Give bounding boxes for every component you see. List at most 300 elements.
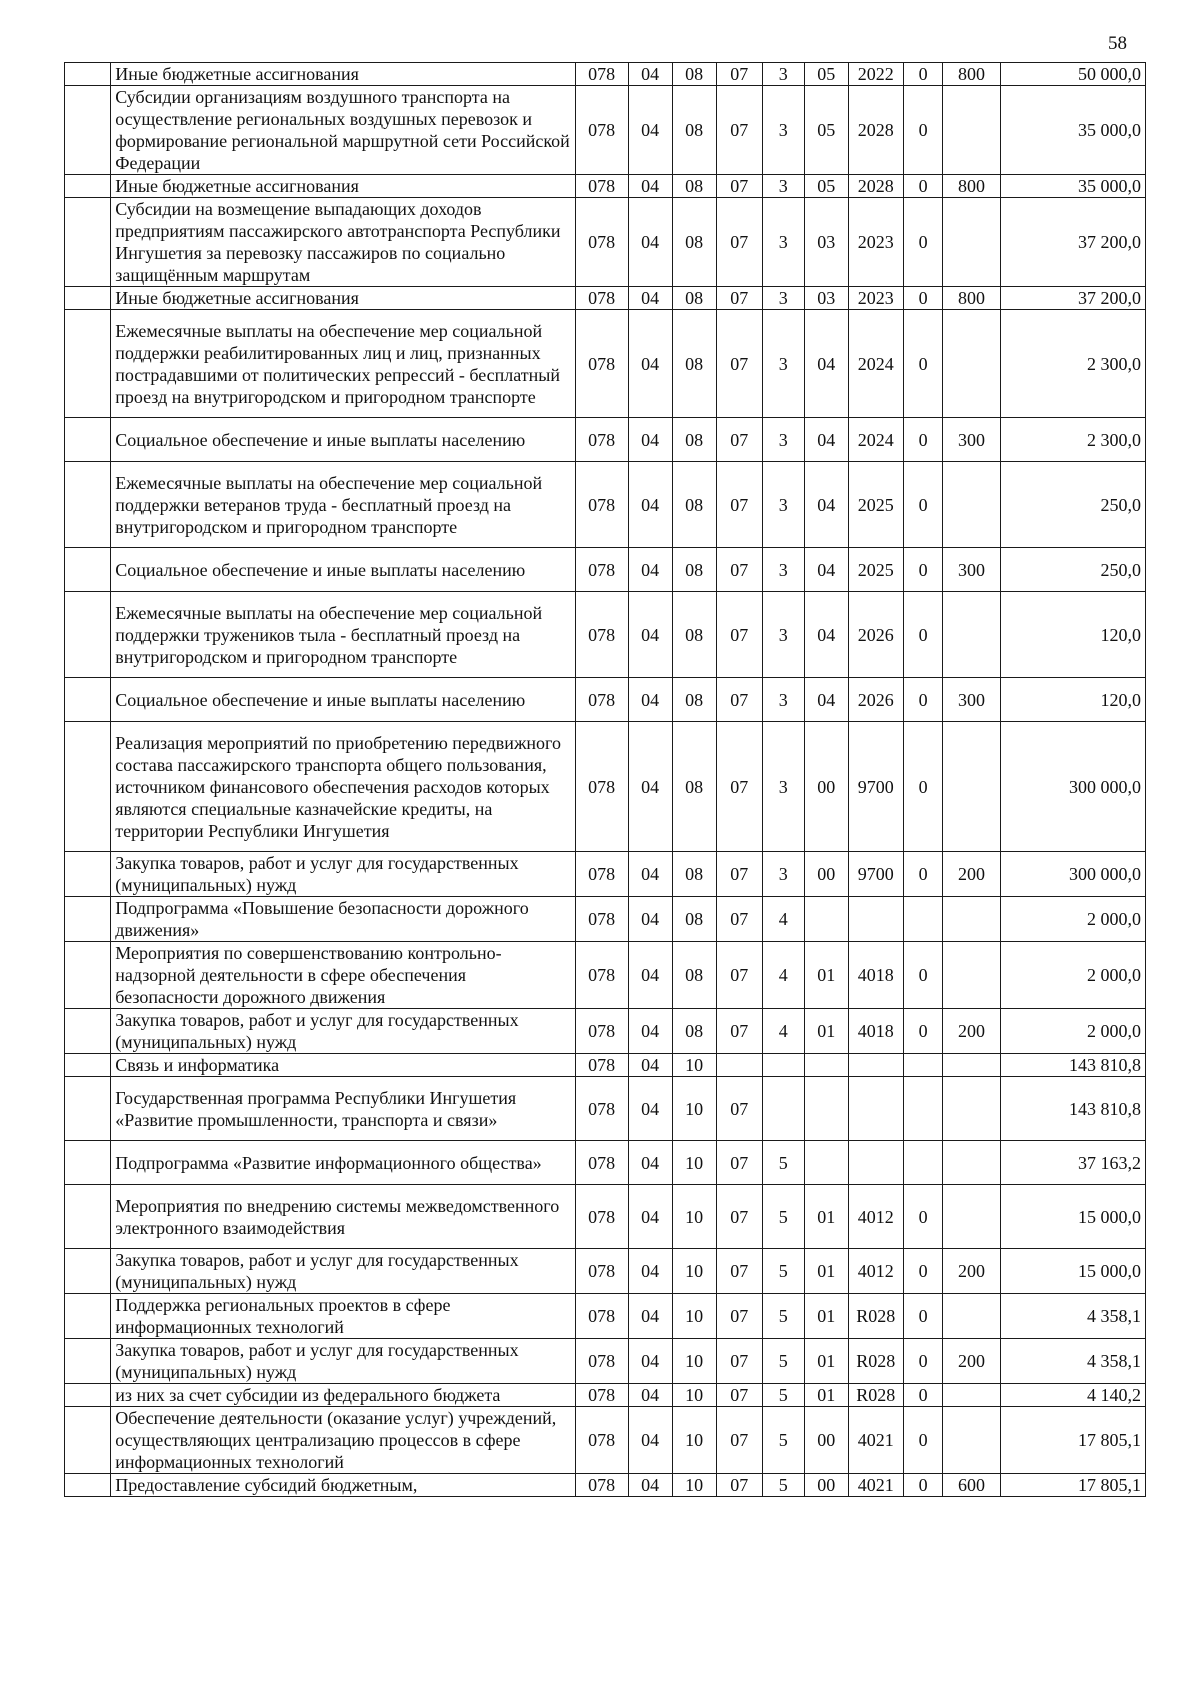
row-code-c6: 03 [804,287,848,310]
row-code-c2: 04 [628,942,672,1009]
row-code-c9: 800 [943,175,1000,198]
table-row [65,1009,1146,1054]
row-code-c5: 5 [762,1384,804,1407]
row-code-c6: 05 [804,63,848,86]
row-code-c3: 10 [672,1077,716,1141]
row-code-c8: 0 [903,1407,943,1474]
row-name: Связь и информатика [111,1054,576,1077]
table-row [65,1384,1146,1407]
row-name: Реализация мероприятий по приобретению передвижного состава пассажирского транспорта общего пользования, источником финансового обеспечения расходов которых являются специальные казначейские кредиты, на территории Республики Ингушетия [111,722,576,852]
row-code-c6: 04 [804,592,848,678]
row-code-c7: 2025 [848,462,903,548]
row-code-c7 [848,1054,903,1077]
row-code-c2: 04 [628,63,672,86]
table-row [65,852,1146,897]
row-blank-cell [65,1249,111,1294]
row-code-c2: 04 [628,175,672,198]
row-code-c2: 04 [628,548,672,592]
row-code-c4: 07 [716,86,762,175]
row-code-c6: 03 [804,198,848,287]
row-code-c7 [848,1077,903,1141]
row-code-c2: 04 [628,310,672,418]
row-code-c1: 078 [575,1009,628,1054]
row-code-c2: 04 [628,722,672,852]
row-name: из них за счет субсидии из федерального бюджета [111,1384,576,1407]
table-row [65,548,1146,592]
row-code-c4: 07 [716,897,762,942]
row-code-c2: 04 [628,678,672,722]
row-name: Подпрограмма «Развитие информационного общества» [111,1141,576,1185]
row-code-c9 [943,1141,1000,1185]
row-code-c6 [804,1077,848,1141]
row-code-c8: 0 [903,942,943,1009]
row-code-c6 [804,1054,848,1077]
row-code-c9 [943,1077,1000,1141]
row-code-c5: 3 [762,852,804,897]
row-code-c2: 04 [628,1141,672,1185]
row-code-c9: 800 [943,287,1000,310]
row-code-c5: 5 [762,1339,804,1384]
row-code-c9: 200 [943,1009,1000,1054]
row-code-c4: 07 [716,63,762,86]
row-code-c9 [943,722,1000,852]
row-code-c9 [943,310,1000,418]
row-amount: 37 163,2 [1000,1141,1145,1185]
row-blank-cell [65,462,111,548]
row-name: Социальное обеспечение и иные выплаты населению [111,418,576,462]
table-row [65,198,1146,287]
table-row [65,1339,1146,1384]
row-code-c4: 07 [716,198,762,287]
row-code-c2: 04 [628,1294,672,1339]
row-code-c7: 9700 [848,722,903,852]
row-code-c8: 0 [903,310,943,418]
row-code-c5: 3 [762,592,804,678]
row-code-c3: 08 [672,678,716,722]
row-code-c9: 200 [943,1249,1000,1294]
row-code-c5: 5 [762,1294,804,1339]
table-row [65,1294,1146,1339]
row-amount: 15 000,0 [1000,1185,1145,1249]
row-code-c9 [943,86,1000,175]
row-code-c1: 078 [575,1185,628,1249]
row-code-c9: 200 [943,1339,1000,1384]
row-code-c6: 05 [804,86,848,175]
row-code-c1: 078 [575,86,628,175]
row-code-c1: 078 [575,897,628,942]
row-code-c2: 04 [628,462,672,548]
row-code-c3: 08 [672,852,716,897]
row-code-c9: 800 [943,63,1000,86]
row-blank-cell [65,1407,111,1474]
row-code-c8: 0 [903,592,943,678]
row-amount: 300 000,0 [1000,722,1145,852]
row-amount: 4 140,2 [1000,1384,1145,1407]
row-code-c1: 078 [575,1294,628,1339]
row-code-c8: 0 [903,198,943,287]
row-name: Предоставление субсидий бюджетным, [111,1474,576,1497]
row-code-c5: 3 [762,287,804,310]
row-code-c5 [762,1077,804,1141]
table-row [65,418,1146,462]
row-code-c4: 07 [716,418,762,462]
row-code-c9 [943,592,1000,678]
row-code-c9 [943,198,1000,287]
table-row [65,175,1146,198]
row-code-c6: 04 [804,310,848,418]
table-row [65,287,1146,310]
row-blank-cell [65,852,111,897]
row-name: Закупка товаров, работ и услуг для государственных (муниципальных) нужд [111,1339,576,1384]
row-code-c7: R028 [848,1294,903,1339]
row-code-c7: 2024 [848,310,903,418]
row-code-c9 [943,1294,1000,1339]
row-code-c5: 5 [762,1249,804,1294]
row-code-c3: 10 [672,1249,716,1294]
budget-table-body [65,63,1146,1497]
row-code-c5: 3 [762,86,804,175]
row-code-c6: 04 [804,418,848,462]
row-code-c1: 078 [575,1077,628,1141]
row-code-c7: 4021 [848,1474,903,1497]
row-code-c4: 07 [716,592,762,678]
row-code-c8: 0 [903,1294,943,1339]
row-amount: 2 000,0 [1000,897,1145,942]
row-amount: 17 805,1 [1000,1474,1145,1497]
page-number: 58 [1108,33,1127,54]
row-code-c9: 200 [943,852,1000,897]
row-code-c6 [804,897,848,942]
row-code-c3: 10 [672,1054,716,1077]
row-code-c1: 078 [575,1054,628,1077]
row-code-c2: 04 [628,418,672,462]
row-name: Субсидии организациям воздушного транспорта на осуществление региональных воздушных перевозок и формирование региональной маршрутной сети Российской Федерации [111,86,576,175]
row-blank-cell [65,1185,111,1249]
row-blank-cell [65,1077,111,1141]
row-name: Социальное обеспечение и иные выплаты населению [111,678,576,722]
table-row [65,1141,1146,1185]
row-code-c5: 5 [762,1141,804,1185]
row-code-c6: 05 [804,175,848,198]
row-blank-cell [65,1141,111,1185]
row-code-c3: 10 [672,1407,716,1474]
row-code-c6: 04 [804,678,848,722]
row-code-c9 [943,897,1000,942]
row-code-c7: R028 [848,1384,903,1407]
row-code-c7: 4021 [848,1407,903,1474]
row-code-c8: 0 [903,548,943,592]
row-code-c9 [943,1407,1000,1474]
row-name: Государственная программа Республики Ингушетия «Развитие промышленности, транспорта и связи» [111,1077,576,1141]
row-amount: 37 200,0 [1000,198,1145,287]
row-code-c1: 078 [575,175,628,198]
row-code-c8: 0 [903,1185,943,1249]
row-code-c4: 07 [716,1009,762,1054]
row-code-c1: 078 [575,1474,628,1497]
row-code-c7: 2028 [848,86,903,175]
row-code-c5: 3 [762,63,804,86]
row-code-c8: 0 [903,418,943,462]
row-code-c1: 078 [575,310,628,418]
table-row [65,1474,1146,1497]
row-code-c5: 3 [762,722,804,852]
table-row [65,897,1146,942]
row-code-c4: 07 [716,1141,762,1185]
row-amount: 4 358,1 [1000,1294,1145,1339]
table-row [65,86,1146,175]
row-code-c3: 08 [672,86,716,175]
row-name: Ежемесячные выплаты на обеспечение мер социальной поддержки тружеников тыла - бесплатный проезд на внутригородском и пригородном транспорте [111,592,576,678]
row-code-c6: 01 [804,1249,848,1294]
row-code-c8: 0 [903,1009,943,1054]
table-row [65,1077,1146,1141]
row-blank-cell [65,198,111,287]
row-code-c5: 5 [762,1474,804,1497]
row-code-c6 [804,1141,848,1185]
row-code-c9 [943,942,1000,1009]
row-code-c4: 07 [716,678,762,722]
row-code-c6: 04 [804,548,848,592]
table-row [65,1054,1146,1077]
row-blank-cell [65,1384,111,1407]
row-code-c3: 10 [672,1339,716,1384]
row-code-c5: 3 [762,678,804,722]
row-blank-cell [65,722,111,852]
row-code-c8 [903,1077,943,1141]
row-code-c1: 078 [575,418,628,462]
row-code-c2: 04 [628,1185,672,1249]
table-row [65,1407,1146,1474]
row-code-c4: 07 [716,1077,762,1141]
row-code-c4: 07 [716,1407,762,1474]
row-code-c3: 10 [672,1185,716,1249]
row-amount: 2 300,0 [1000,310,1145,418]
row-code-c1: 078 [575,63,628,86]
row-code-c3: 08 [672,287,716,310]
row-code-c7: 2026 [848,678,903,722]
row-code-c7: 2025 [848,548,903,592]
row-code-c2: 04 [628,86,672,175]
row-blank-cell [65,1294,111,1339]
row-code-c4: 07 [716,175,762,198]
row-code-c5: 3 [762,418,804,462]
row-code-c5: 3 [762,198,804,287]
row-code-c3: 08 [672,722,716,852]
table-row [65,310,1146,418]
row-code-c9: 300 [943,548,1000,592]
row-code-c1: 078 [575,198,628,287]
table-row [65,1249,1146,1294]
row-code-c4 [716,1054,762,1077]
row-amount: 2 000,0 [1000,942,1145,1009]
row-code-c8: 0 [903,63,943,86]
row-code-c9: 600 [943,1474,1000,1497]
row-code-c1: 078 [575,1339,628,1384]
row-code-c7 [848,1141,903,1185]
row-blank-cell [65,1339,111,1384]
row-code-c5 [762,1054,804,1077]
row-code-c3: 10 [672,1474,716,1497]
row-amount: 120,0 [1000,592,1145,678]
row-amount: 250,0 [1000,548,1145,592]
row-code-c3: 10 [672,1141,716,1185]
row-code-c5: 3 [762,462,804,548]
row-code-c2: 04 [628,1009,672,1054]
row-code-c4: 07 [716,287,762,310]
row-amount: 35 000,0 [1000,175,1145,198]
row-code-c7: 4012 [848,1185,903,1249]
table-row [65,1185,1146,1249]
row-code-c7: 4018 [848,942,903,1009]
row-code-c3: 08 [672,942,716,1009]
row-name: Закупка товаров, работ и услуг для государственных (муниципальных) нужд [111,852,576,897]
row-code-c7: 2024 [848,418,903,462]
row-code-c8: 0 [903,722,943,852]
row-code-c4: 07 [716,1294,762,1339]
row-amount: 120,0 [1000,678,1145,722]
row-code-c1: 078 [575,1407,628,1474]
row-code-c9: 300 [943,678,1000,722]
row-blank-cell [65,175,111,198]
row-code-c7: 9700 [848,852,903,897]
row-code-c8: 0 [903,287,943,310]
row-name: Иные бюджетные ассигнования [111,63,576,86]
row-blank-cell [65,310,111,418]
row-name: Закупка товаров, работ и услуг для государственных (муниципальных) нужд [111,1249,576,1294]
row-code-c5: 4 [762,1009,804,1054]
row-code-c4: 07 [716,1339,762,1384]
row-blank-cell [65,897,111,942]
row-code-c3: 08 [672,1009,716,1054]
row-blank-cell [65,1054,111,1077]
row-code-c4: 07 [716,548,762,592]
row-name: Социальное обеспечение и иные выплаты населению [111,548,576,592]
row-code-c2: 04 [628,897,672,942]
row-code-c9 [943,462,1000,548]
row-amount: 143 810,8 [1000,1054,1145,1077]
table-row [65,592,1146,678]
row-code-c3: 08 [672,310,716,418]
row-code-c4: 07 [716,1474,762,1497]
table-row [65,942,1146,1009]
row-code-c6: 00 [804,722,848,852]
row-amount: 250,0 [1000,462,1145,548]
row-code-c2: 04 [628,1384,672,1407]
row-code-c6: 00 [804,1474,848,1497]
row-amount: 37 200,0 [1000,287,1145,310]
row-blank-cell [65,287,111,310]
row-amount: 2 000,0 [1000,1009,1145,1054]
row-code-c6: 01 [804,1185,848,1249]
row-code-c3: 08 [672,418,716,462]
row-code-c2: 04 [628,1249,672,1294]
row-name: Поддержка региональных проектов в сфере информационных технологий [111,1294,576,1339]
row-code-c8 [903,1141,943,1185]
row-code-c4: 07 [716,942,762,1009]
row-code-c3: 08 [672,897,716,942]
row-code-c7: 2023 [848,287,903,310]
row-code-c1: 078 [575,942,628,1009]
row-code-c2: 04 [628,592,672,678]
row-amount: 4 358,1 [1000,1339,1145,1384]
row-amount: 17 805,1 [1000,1407,1145,1474]
row-code-c7: 4012 [848,1249,903,1294]
row-blank-cell [65,678,111,722]
row-code-c2: 04 [628,1407,672,1474]
row-code-c7: R028 [848,1339,903,1384]
row-code-c1: 078 [575,1249,628,1294]
row-code-c5: 3 [762,310,804,418]
row-code-c5: 4 [762,942,804,1009]
row-blank-cell [65,942,111,1009]
row-code-c7: 2022 [848,63,903,86]
row-code-c9 [943,1185,1000,1249]
row-amount: 35 000,0 [1000,86,1145,175]
row-code-c8: 0 [903,175,943,198]
row-code-c3: 08 [672,462,716,548]
row-code-c1: 078 [575,592,628,678]
row-code-c1: 078 [575,462,628,548]
row-code-c3: 08 [672,198,716,287]
row-amount: 50 000,0 [1000,63,1145,86]
row-blank-cell [65,1474,111,1497]
row-code-c4: 07 [716,1384,762,1407]
row-code-c8: 0 [903,1339,943,1384]
row-name: Иные бюджетные ассигнования [111,175,576,198]
row-code-c5: 5 [762,1185,804,1249]
table-row [65,678,1146,722]
row-blank-cell [65,63,111,86]
row-name: Ежемесячные выплаты на обеспечение мер социальной поддержки ветеранов труда - бесплатный проезд на внутригородском и пригородном транспорте [111,462,576,548]
row-code-c8: 0 [903,462,943,548]
row-blank-cell [65,592,111,678]
row-code-c7: 2026 [848,592,903,678]
row-code-c7: 4018 [848,1009,903,1054]
row-code-c6: 04 [804,462,848,548]
row-code-c1: 078 [575,852,628,897]
budget-table [64,62,1146,1497]
row-name: Подпрограмма «Повышение безопасности дорожного движения» [111,897,576,942]
row-code-c2: 04 [628,1339,672,1384]
row-code-c1: 078 [575,722,628,852]
row-code-c2: 04 [628,1474,672,1497]
row-amount: 2 300,0 [1000,418,1145,462]
row-code-c2: 04 [628,198,672,287]
row-code-c4: 07 [716,852,762,897]
row-name: Мероприятия по внедрению системы межведомственного электронного взаимодействия [111,1185,576,1249]
row-code-c3: 10 [672,1384,716,1407]
row-code-c9: 300 [943,418,1000,462]
table-row [65,722,1146,852]
row-code-c6: 00 [804,852,848,897]
row-name: Ежемесячные выплаты на обеспечение мер социальной поддержки реабилитированных лиц и лиц, признанных пострадавшими от политических репрессий - бесплатный проезд на внутригородском и пригородном транспорте [111,310,576,418]
row-name: Мероприятия по совершенствованию контрольно-надзорной деятельности в сфере обеспечения безопасности дорожного движения [111,942,576,1009]
row-code-c2: 04 [628,1077,672,1141]
row-code-c6: 01 [804,1384,848,1407]
row-code-c1: 078 [575,287,628,310]
row-code-c6: 01 [804,1294,848,1339]
table-row [65,462,1146,548]
row-code-c6: 01 [804,1339,848,1384]
row-code-c1: 078 [575,678,628,722]
row-blank-cell [65,86,111,175]
row-code-c1: 078 [575,548,628,592]
row-code-c1: 078 [575,1141,628,1185]
row-amount: 143 810,8 [1000,1077,1145,1141]
row-code-c4: 07 [716,722,762,852]
table-row [65,63,1146,86]
row-code-c6: 00 [804,1407,848,1474]
